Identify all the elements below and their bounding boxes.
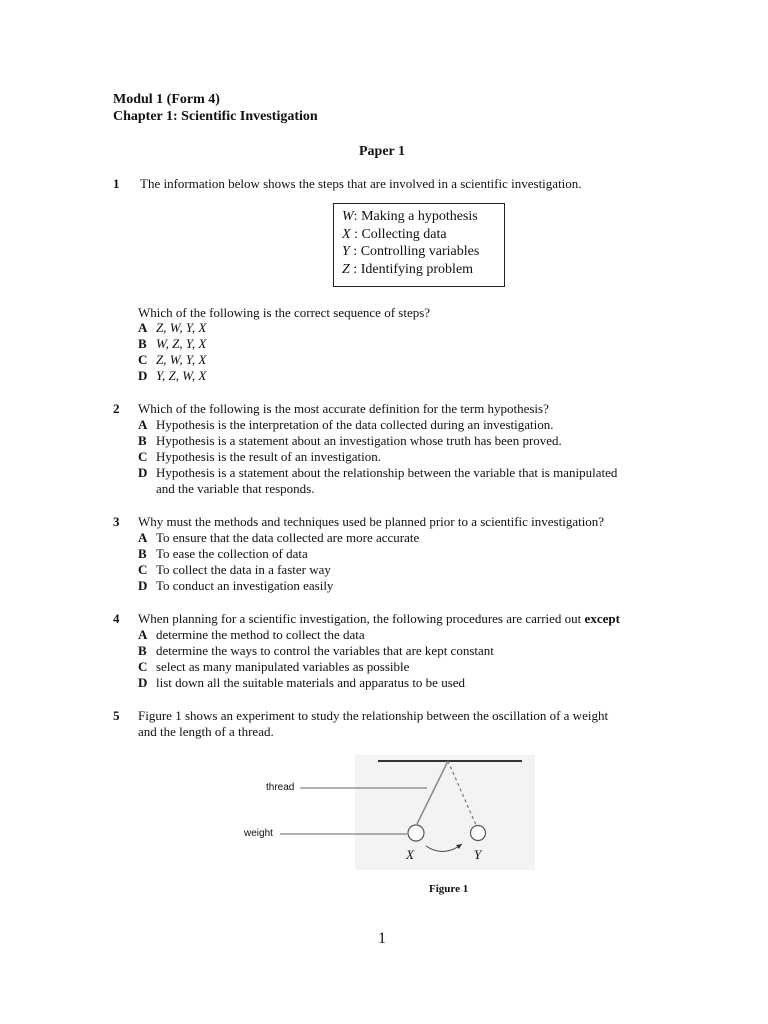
position-y-label: Y [474,847,482,862]
option-text: Y, Z, W, X [156,368,207,383]
option-text: Z, W, Y, X [156,320,207,335]
pendulum-figure [230,750,540,875]
question-2-text: Which of the following is the most accurate definition for the term hypothesis? [138,401,549,416]
q4-option-b[interactable] [138,643,494,659]
step-key: W [342,209,354,224]
q3-option-c[interactable] [138,562,331,578]
q4-option-c[interactable] [138,659,409,675]
q1-option-d[interactable] [138,368,206,384]
q1-option-b[interactable] [138,336,206,352]
option-letter: D [138,465,148,480]
q2-option-d-continued: and the variable that responds. [156,481,315,496]
option-letter: C [138,449,148,464]
option-text: To conduct an investigation easily [156,578,334,593]
step-text: Collecting data [361,226,447,242]
option-letter: A [138,627,148,642]
step-sep: : [349,244,358,259]
figure-caption: Figure 1 [429,883,469,895]
option-letter: D [138,368,148,383]
q2-option-b[interactable] [138,433,562,449]
option-letter: A [138,320,148,335]
step-w [342,208,496,226]
step-y [342,243,496,261]
question-5-number: 5 [113,708,120,723]
option-text: list down all the suitable materials and apparatus to be used [156,675,466,690]
step-key: X [342,226,351,242]
weight-label: weight [244,828,273,839]
q2-option-d[interactable] [138,465,617,481]
option-text: Hypothesis is the result of an investigation. [156,449,381,464]
module-title: Modul 1 (Form 4) [113,92,220,107]
option-text: Hypothesis is a statement about an investigation whose truth has been proved. [156,433,562,448]
figure-background [355,755,535,870]
option-text: select as many manipulated variables as possible [156,659,410,674]
page-number: 1 [378,930,386,947]
question-4-text-line [138,611,620,627]
option-letter: B [138,546,147,561]
step-key: Z [342,261,350,277]
q1-option-c[interactable] [138,352,206,368]
thread-label: thread [266,782,295,793]
option-letter: B [138,643,147,658]
question-4-emphasis: except [584,611,620,626]
question-4-text: When planning for a scientific investigation, the following procedures are carried out [138,611,582,626]
question-5-text-line1: Figure 1 shows an experiment to study the relationship between the oscillation of a weight [138,708,609,723]
step-key: Y [342,244,350,259]
step-z [342,261,496,279]
step-text: Making a hypothesis [361,209,478,224]
question-3-text: Why must the methods and techniques used be planned prior to a scientific investigation? [138,514,605,529]
question-5-text-line2: and the length of a thread. [138,724,274,739]
steps-box [333,203,505,287]
option-letter: A [138,417,148,432]
option-text: Hypothesis is a statement about the relationship between the variable that is manipulated [156,465,618,480]
option-letter: B [138,336,147,351]
step-sep: : [353,209,358,224]
option-text: To collect the data in a faster way [156,562,331,577]
q4-option-d[interactable] [138,675,465,691]
weight-bob-x [408,825,424,841]
option-letter: D [138,578,148,593]
option-text: Hypothesis is the interpretation of the data collected during an investigation. [156,417,554,432]
chapter-title: Chapter 1: Scientific Investigation [113,109,318,124]
step-text: Controlling variables [360,244,480,259]
q4-option-a[interactable] [138,627,365,643]
question-3-number: 3 [113,514,120,529]
option-text: W, Z, Y, X [156,336,207,351]
option-letter: A [138,530,148,545]
option-letter: C [138,659,148,674]
step-sep: : [350,226,358,242]
option-text: Z, W, Y, X [156,352,207,367]
position-x-label: X [406,847,414,862]
option-text: determine the method to collect the data [156,627,365,642]
step-sep: : [349,261,358,277]
q3-option-d[interactable] [138,578,333,594]
step-text: Identifying problem [360,261,474,277]
option-text: To ensure that the data collected are more accurate [156,530,420,545]
q1-option-a[interactable] [138,320,206,336]
option-letter: B [138,433,147,448]
option-letter: C [138,562,148,577]
q2-option-a[interactable] [138,417,553,433]
step-x [342,226,496,244]
question-1-prompt: Which of the following is the correct sequence of steps? [138,305,431,320]
question-1-text: The information below shows the steps that are involved in a scientific investigation. [140,176,582,191]
weight-bob-y [471,826,486,841]
option-letter: C [138,352,148,367]
question-1-number: 1 [113,176,120,191]
paper-title: Paper 1 [359,144,406,159]
q3-option-b[interactable] [138,546,308,562]
q3-option-a[interactable] [138,530,419,546]
option-letter: D [138,675,148,690]
question-2-number: 2 [113,401,120,416]
option-text: To ease the collection of data [156,546,308,561]
q2-option-c[interactable] [138,449,381,465]
option-text: determine the ways to control the variables that are kept constant [156,643,494,658]
question-4-number: 4 [113,611,120,626]
